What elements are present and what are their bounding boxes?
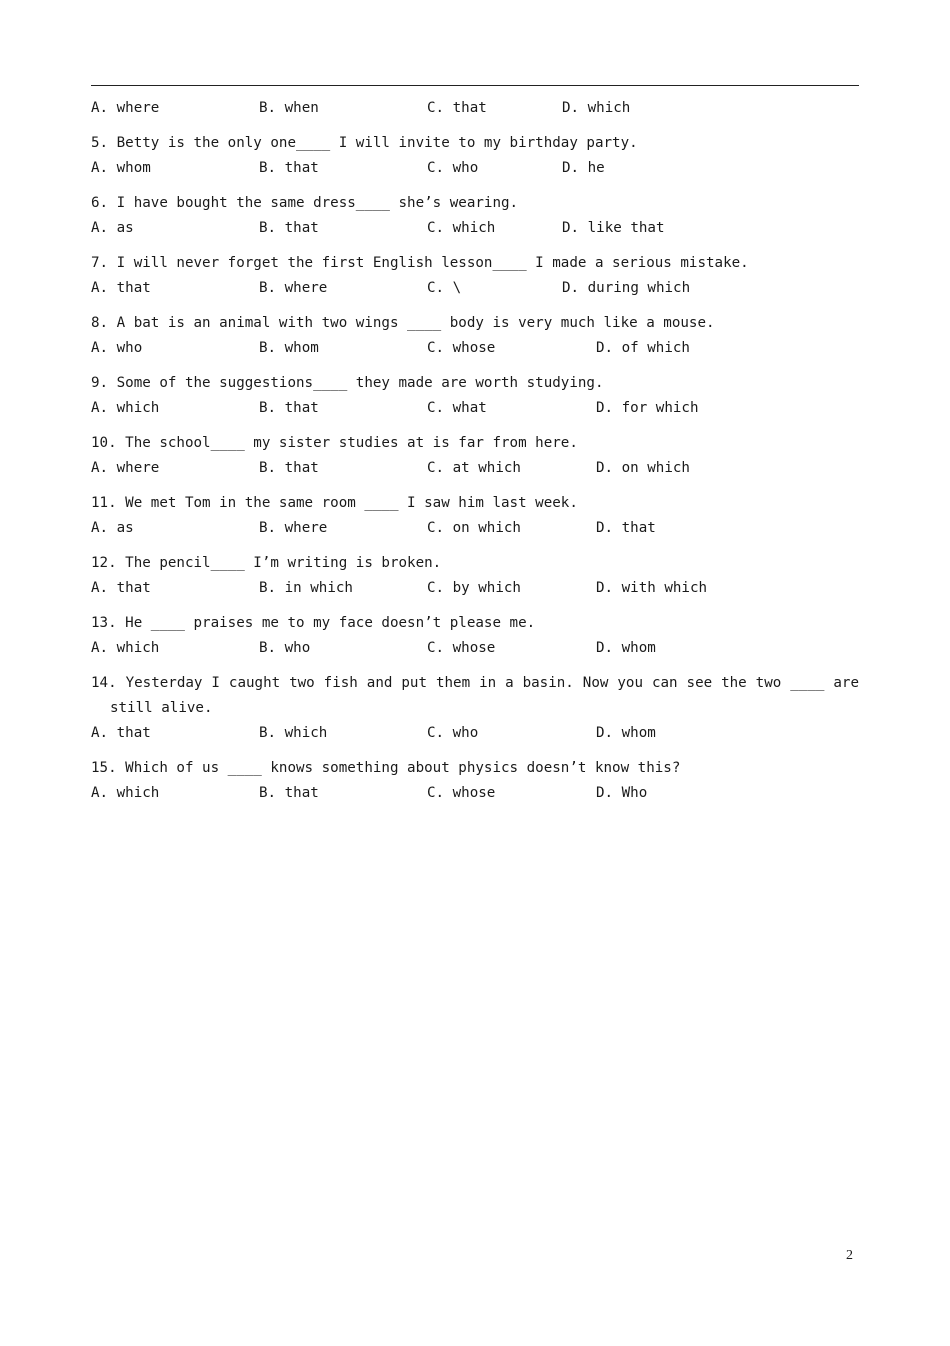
option-d: D. like that xyxy=(562,220,665,236)
options-row-q4 xyxy=(91,96,859,121)
option-c: C. which xyxy=(427,220,496,236)
option-a: A. which xyxy=(91,785,160,801)
option-b: B. which xyxy=(259,725,328,741)
question-14: 14. Yesterday I caught two fish and put them in a basin. Now you can see the two ____ are still alive. xyxy=(91,675,868,716)
question-15: 15. Which of us ____ knows something about physics doesn’t know this? xyxy=(91,760,681,776)
option-b: B. that xyxy=(259,460,319,476)
question-9: 9. Some of the suggestions____ they made are worth studying. xyxy=(91,375,604,391)
question-8: 8. A bat is an animal with two wings ____ body is very much like a mouse. xyxy=(91,315,715,331)
option-b: B. that xyxy=(259,220,319,236)
option-c: C. whose xyxy=(427,785,496,801)
question-12: 12. The pencil____ I’m writing is broken. xyxy=(91,555,442,571)
question-13: 13. He ____ praises me to my face doesn’t please me. xyxy=(91,615,536,631)
question-7: 7. I will never forget the first English lesson____ I made a serious mistake. xyxy=(91,255,749,271)
options-row-q10 xyxy=(91,456,859,481)
option-c: C. who xyxy=(427,725,479,741)
option-c: C. at which xyxy=(427,460,521,476)
option-c: C. what xyxy=(427,400,487,416)
option-a: A. which xyxy=(91,640,160,656)
option-c: C. \ xyxy=(427,280,462,296)
option-a: A. that xyxy=(91,725,151,741)
options-row-q13 xyxy=(91,636,859,661)
option-c: C. by which xyxy=(427,580,521,596)
question-5: 5. Betty is the only one____ I will invite to my birthday party. xyxy=(91,135,638,151)
options-row-q8 xyxy=(91,336,859,361)
option-a: A. that xyxy=(91,580,151,596)
option-c: C. on which xyxy=(427,520,521,536)
option-c: C. whose xyxy=(427,340,496,356)
option-b: B. who xyxy=(259,640,311,656)
option-b: B. whom xyxy=(259,340,319,356)
option-b: B. where xyxy=(259,520,328,536)
option-d: D. on which xyxy=(596,460,690,476)
option-d: D. that xyxy=(596,520,656,536)
options-row-q6 xyxy=(91,216,859,241)
options-row-q14 xyxy=(91,721,859,746)
option-b: B. in which xyxy=(259,580,353,596)
option-d: D. of which xyxy=(596,340,690,356)
options-row-q7 xyxy=(91,276,859,301)
option-d: D. with which xyxy=(596,580,708,596)
option-d: D. whom xyxy=(596,640,656,656)
option-b: B. that xyxy=(259,785,319,801)
options-row-q5 xyxy=(91,156,859,181)
option-d: D. Who xyxy=(596,785,648,801)
option-b: B. where xyxy=(259,280,328,296)
options-row-q12 xyxy=(91,576,859,601)
question-10: 10. The school____ my sister studies at is far from here. xyxy=(91,435,578,451)
option-a: A. as xyxy=(91,220,134,236)
option-a: A. that xyxy=(91,280,151,296)
option-c: C. that xyxy=(427,100,487,116)
option-b: B. when xyxy=(259,100,319,116)
options-row-q15 xyxy=(91,781,859,806)
option-a: A. where xyxy=(91,100,160,116)
option-d: D. he xyxy=(562,160,605,176)
option-c: C. whose xyxy=(427,640,496,656)
option-d: D. for which xyxy=(596,400,699,416)
option-a: A. as xyxy=(91,520,134,536)
header-rule xyxy=(91,85,859,86)
page-number: 2 xyxy=(846,1248,853,1263)
option-d: D. during which xyxy=(562,280,691,296)
option-a: A. whom xyxy=(91,160,151,176)
option-a: A. which xyxy=(91,400,160,416)
option-a: A. where xyxy=(91,460,160,476)
option-b: B. that xyxy=(259,400,319,416)
option-c: C. who xyxy=(427,160,479,176)
options-row-q9 xyxy=(91,396,859,421)
question-11: 11. We met Tom in the same room ____ I saw him last week. xyxy=(91,495,578,511)
option-d: D. which xyxy=(562,100,631,116)
option-a: A. who xyxy=(91,340,143,356)
question-list xyxy=(91,96,868,806)
option-b: B. that xyxy=(259,160,319,176)
options-row-q11 xyxy=(91,516,859,541)
option-d: D. whom xyxy=(596,725,656,741)
question-6: 6. I have bought the same dress____ she’s wearing. xyxy=(91,195,519,211)
